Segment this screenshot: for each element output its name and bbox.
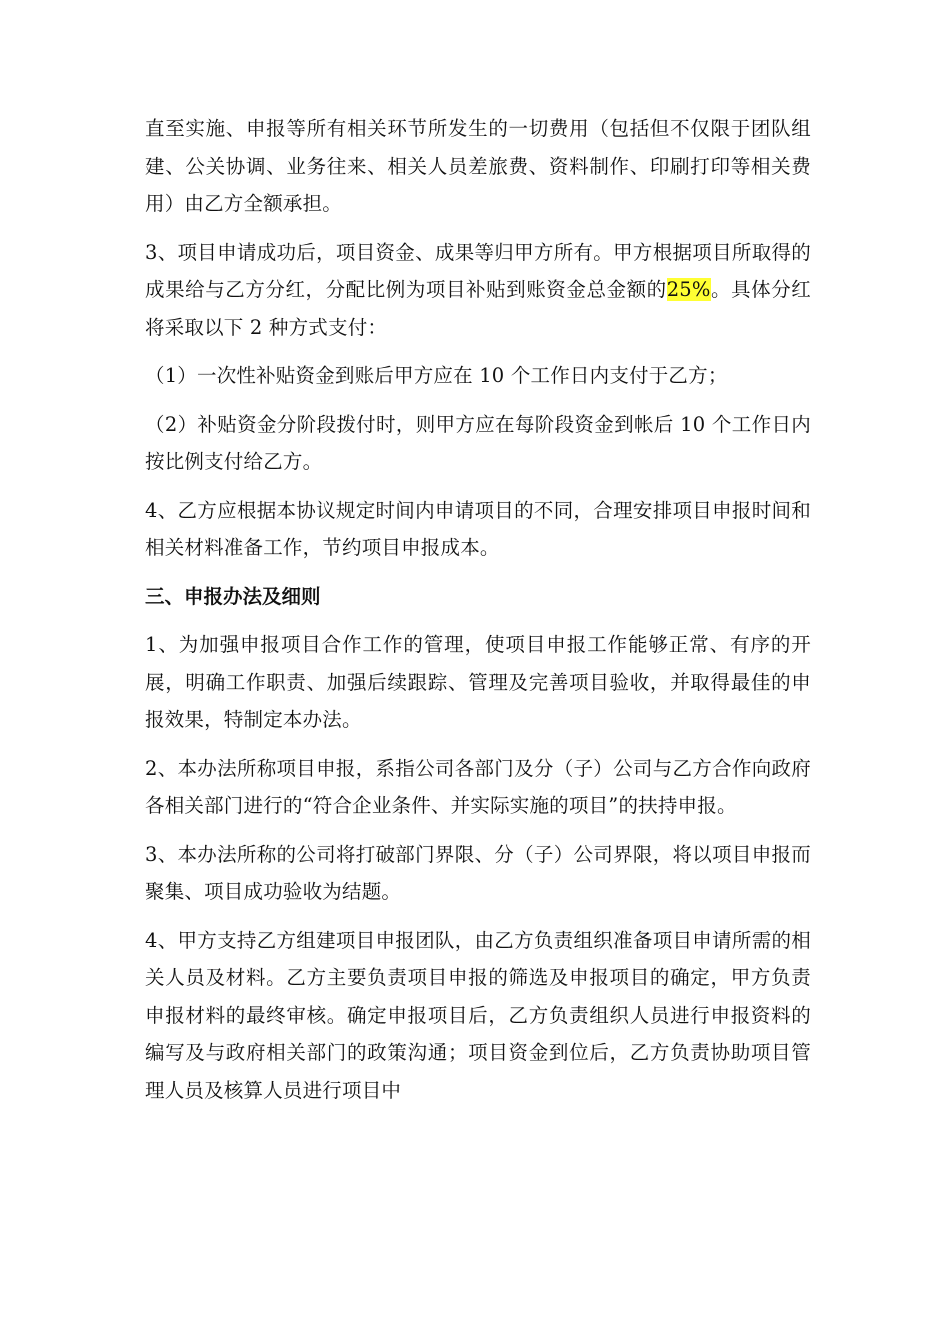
paragraph-item-4-schedule: 4、乙方应根据本协议规定时间内申请项目的不同，合理安排项目申报时间和相关材料准备工作，节约项目申报成本。	[145, 498, 811, 559]
paragraph-payment-option-2: （2）补贴资金分阶段拨付时，则甲方应在每阶段资金到帐后 10 个工作日内按比例支付给乙方。	[145, 412, 811, 473]
paragraph-rule-4: 4、甲方支持乙方组建项目申报团队，由乙方负责组织准备项目申请所需的相关人员及材料。乙方主要负责项目申报的筛选及申报项目的确定，甲方负责申报材料的最终审核。确定申报项目后，乙方负责组织人员进行申报资料的编写及与政府相关部门的政策沟通；项目资金到位后，乙方负责协助项目管理人员及核算人员进行项目中	[145, 928, 811, 1102]
dividend-text-after: 。具体分红将采取以下 2 种方式支付：	[145, 278, 811, 339]
paragraph-item-3-dividend	[145, 234, 811, 347]
paragraph-rule-2: 2、本办法所称项目申报，系指公司各部门及分（子）公司与乙方合作向政府各相关部门进行的“符合企业条件、并实际实施的项目”的扶持申报。	[145, 756, 811, 817]
section-heading: 三、申报办法及细则	[145, 584, 321, 608]
paragraph-costs: 直至实施、申报等所有相关环节所发生的一切费用（包括但不仅限于团队组建、公关协调、业务往来、相关人员差旅费、资料制作、印刷打印等相关费用）由乙方全额承担。	[145, 117, 811, 215]
paragraph-rule-3: 3、本办法所称的公司将打破部门界限、分（子）公司界限，将以项目申报而聚集、项目成功验收为结题。	[145, 842, 811, 903]
dividend-ratio-highlight: 25%	[666, 278, 711, 301]
document-page	[145, 110, 811, 1120]
paragraph-payment-option-1: （1）一次性补贴资金到账后甲方应在 10 个工作日内支付于乙方；	[145, 364, 728, 387]
dividend-text-before: 3、项目申请成功后，项目资金、成果等归甲方所有。甲方根据项目所取得的成果给与乙方分红，分配比例为项目补贴到账资金总金额的	[145, 240, 811, 301]
paragraph-rule-1: 1、为加强申报项目合作工作的管理，使项目申报工作能够正常、有序的开展，明确工作职责、加强后续跟踪、管理及完善项目验收，并取得最佳的申报效果，特制定本办法。	[145, 633, 811, 731]
